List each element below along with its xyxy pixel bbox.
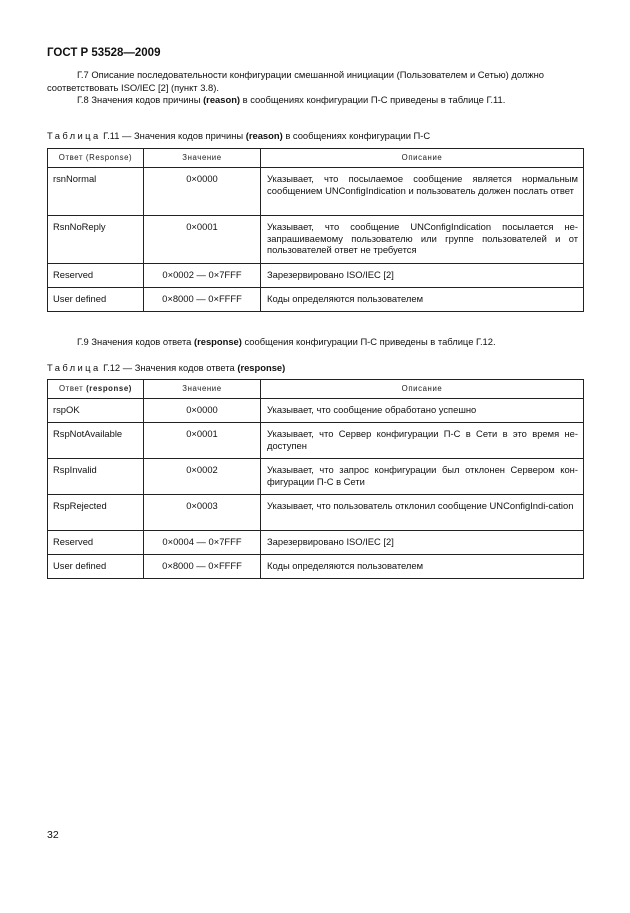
code-description: Коды определяются пользователем — [261, 288, 584, 312]
table-12-header-response-term: (response) — [86, 384, 132, 394]
table-row — [48, 459, 584, 495]
code-name: RspInvalid — [48, 459, 144, 495]
table-row — [48, 399, 584, 423]
table-11-caption-label: Таблица — [47, 130, 101, 141]
code-description: Указывает, что сообщение UNConfigIndication посылается не-запрашиваемому пользователю или группе пользователей и от пользователей ответ не требуется — [261, 216, 584, 264]
reason-term: (reason) — [203, 94, 241, 105]
table-12-caption-text: Г.12 — Значения кодов ответа — [100, 362, 238, 373]
table-row — [48, 264, 584, 288]
table-12-header-response — [48, 380, 144, 399]
page-number: 32 — [47, 829, 59, 841]
table-row — [48, 216, 584, 264]
code-name: Reserved — [48, 264, 144, 288]
table-row — [48, 168, 584, 216]
code-description: Зарезервировано ISO/IEC [2] — [261, 264, 584, 288]
code-name: RspNotAvailable — [48, 423, 144, 459]
code-description: Коды определяются пользователем — [261, 555, 584, 579]
table-12-caption — [47, 362, 587, 374]
table-11-header-description: Описание — [261, 149, 584, 168]
code-description: Указывает, что сообщение обработано успешно — [261, 399, 584, 423]
code-value: 0×0001 — [144, 423, 261, 459]
code-value: 0×0003 — [144, 495, 261, 531]
code-value: 0×0001 — [144, 216, 261, 264]
document-header: ГОСТ Р 53528—2009 — [47, 47, 161, 59]
code-value: 0×8000 — 0×FFFF — [144, 288, 261, 312]
table-11 — [47, 148, 584, 312]
code-name: RspRejected — [48, 495, 144, 531]
table-12-header-response-label: Ответ — [59, 384, 87, 394]
code-value: 0×0002 — 0×7FFF — [144, 264, 261, 288]
code-description: Указывает, что посылаемое сообщение является нормальным сообщением UNConfigIndication и пользователь должен послать ответ — [261, 168, 584, 216]
table-row — [48, 495, 584, 531]
table-row — [48, 531, 584, 555]
code-name: Reserved — [48, 531, 144, 555]
table-12-caption-term: (response) — [237, 362, 286, 373]
code-description: Указывает, что пользователь отклонил сообщение UNConfigIndi-cation — [261, 495, 584, 531]
table-row — [48, 288, 584, 312]
paragraph-g8-text: Г.8 Значения кодов причины — [77, 94, 204, 105]
code-value: 0×0000 — [144, 168, 261, 216]
table-11-caption-text-end: в сообщениях конфигурации П-С — [282, 130, 431, 141]
code-value: 0×8000 — 0×FFFF — [144, 555, 261, 579]
table-11-header-response: Ответ (Response) — [48, 149, 144, 168]
code-name: User defined — [48, 555, 144, 579]
response-term: (response) — [193, 336, 242, 347]
code-value: 0×0000 — [144, 399, 261, 423]
paragraph-g9-text: Г.9 Значения кодов ответа — [77, 336, 194, 347]
paragraph-g7 — [47, 69, 582, 94]
paragraph-g8-text-end: в сообщениях конфигурации П-С приведены в таблице Г.11. — [240, 94, 506, 105]
table-11-header-row — [48, 149, 584, 168]
code-value: 0×0002 — [144, 459, 261, 495]
table-11-header-value: Значение — [144, 149, 261, 168]
code-description: Указывает, что запрос конфигурации был отклонен Сервером кон-фигурации П-С в Сети — [261, 459, 584, 495]
paragraph-g9 — [47, 336, 582, 349]
table-row — [48, 555, 584, 579]
code-value: 0×0004 — 0×7FFF — [144, 531, 261, 555]
table-11-caption — [47, 130, 587, 142]
code-description: Указывает, что Сервер конфигурации П-С в Сети в это время не-доступен — [261, 423, 584, 459]
table-12-header-value: Значение — [144, 380, 261, 399]
paragraph-g7-text: Г.7 Описание последовательности конфигурации смешанной инициации (Пользователем и Сетью) должно соответствовать ISO/IEC [2] (пункт 3.8). — [47, 69, 545, 93]
table-11-caption-term: (reason) — [245, 130, 283, 141]
table-12-header-row — [48, 380, 584, 399]
code-name: RsnNoReply — [48, 216, 144, 264]
code-description: Зарезервировано ISO/IEC [2] — [261, 531, 584, 555]
table-12-caption-label: Таблица — [47, 362, 101, 373]
code-name: rsnNormal — [48, 168, 144, 216]
table-12 — [47, 379, 584, 579]
code-name: User defined — [48, 288, 144, 312]
table-11-caption-text: Г.11 — Значения кодов причины — [100, 130, 246, 141]
paragraph-g8 — [47, 94, 582, 107]
code-name: rspOK — [48, 399, 144, 423]
table-row — [48, 423, 584, 459]
table-12-header-description: Описание — [261, 380, 584, 399]
paragraph-g9-text-end: сообщения конфигурации П-С приведены в таблице Г.12. — [241, 336, 496, 347]
